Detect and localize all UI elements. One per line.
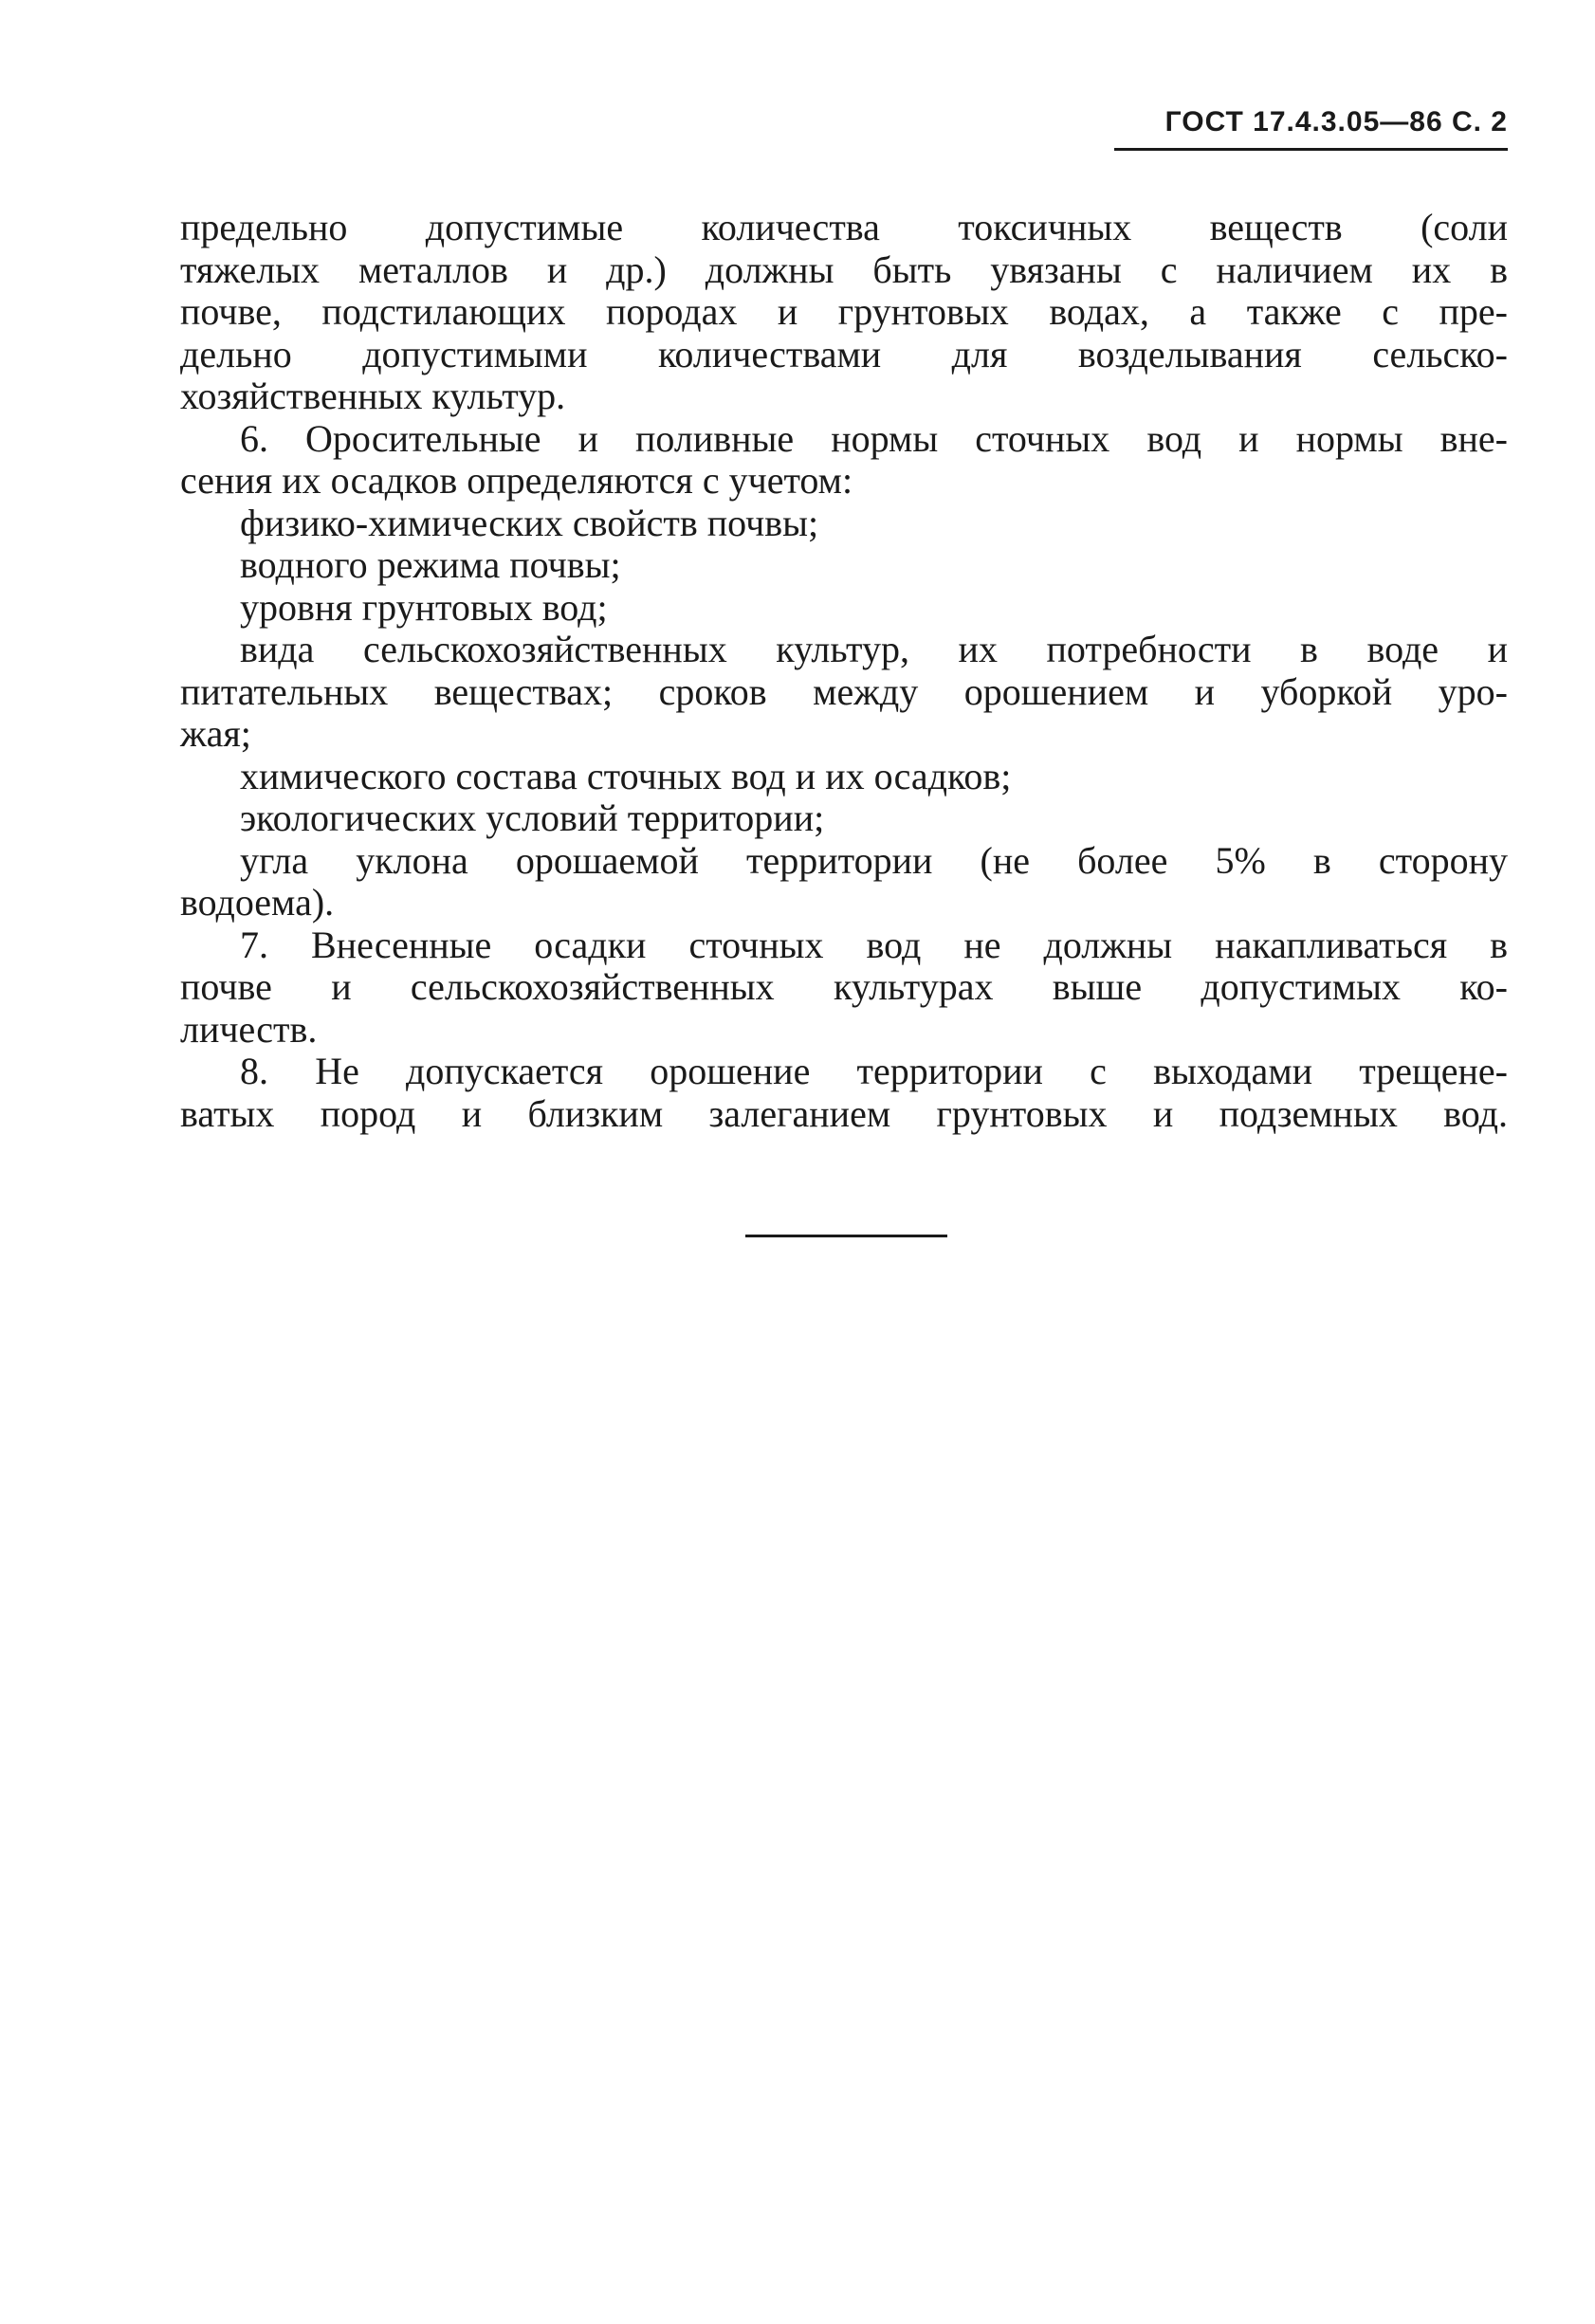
text-line: вида сельскохозяйственных культур, их потребности в воде и [240, 628, 1508, 670]
text-line: питательных веществах; сроков между орошением и уборкой уро- [180, 669, 1508, 713]
page-header: ГОСТ 17.4.3.05—86 С. 2 [1114, 106, 1508, 151]
text-line: почве, подстилающих породах и грунтовых водах, а также с пре- [180, 290, 1508, 333]
text-line: 7. Внесенные осадки сточных вод не должны накапливаться в [240, 923, 1508, 966]
text-line: угла уклона орошаемой территории (не более 5% в сторону [240, 838, 1508, 882]
text-line: предельно допустимые количества токсичных веществ (соли [180, 206, 1508, 248]
text-line: 8. Не допускается орошение территории с выходами трещене- [240, 1050, 1508, 1092]
text-line: дельно допустимыми количествами для возделывания сельско- [180, 332, 1508, 375]
end-divider [745, 1235, 947, 1237]
text-line: химического состава сточных вод и их осадков; [240, 754, 1012, 797]
text-line: почве и сельскохозяйственных культурах выше допустимых ко- [180, 965, 1508, 1008]
document-body [180, 207, 1508, 1135]
text-line: ватых пород и близким залеганием грунтовых и подземных вод. [180, 1091, 1508, 1135]
text-line: 6. Оросительные и поливные нормы сточных вод и нормы вне- [240, 416, 1508, 460]
text-line: хозяйственных культур. [180, 375, 566, 417]
text-line: водоема). [180, 881, 335, 924]
text-line: сения их осадков определяются с учетом: [180, 459, 853, 502]
text-line: физико-химических свойств почвы; [240, 501, 819, 544]
text-line: тяжелых металлов и др.) должны быть увязаны с наличием их в [180, 247, 1508, 291]
text-line: водного режима почвы; [240, 543, 621, 586]
text-line: жая; [180, 712, 251, 755]
text-line: уровня грунтовых вод; [240, 585, 608, 629]
text-line: личеств. [180, 1007, 318, 1051]
text-line: экологических условий территории; [240, 796, 825, 839]
